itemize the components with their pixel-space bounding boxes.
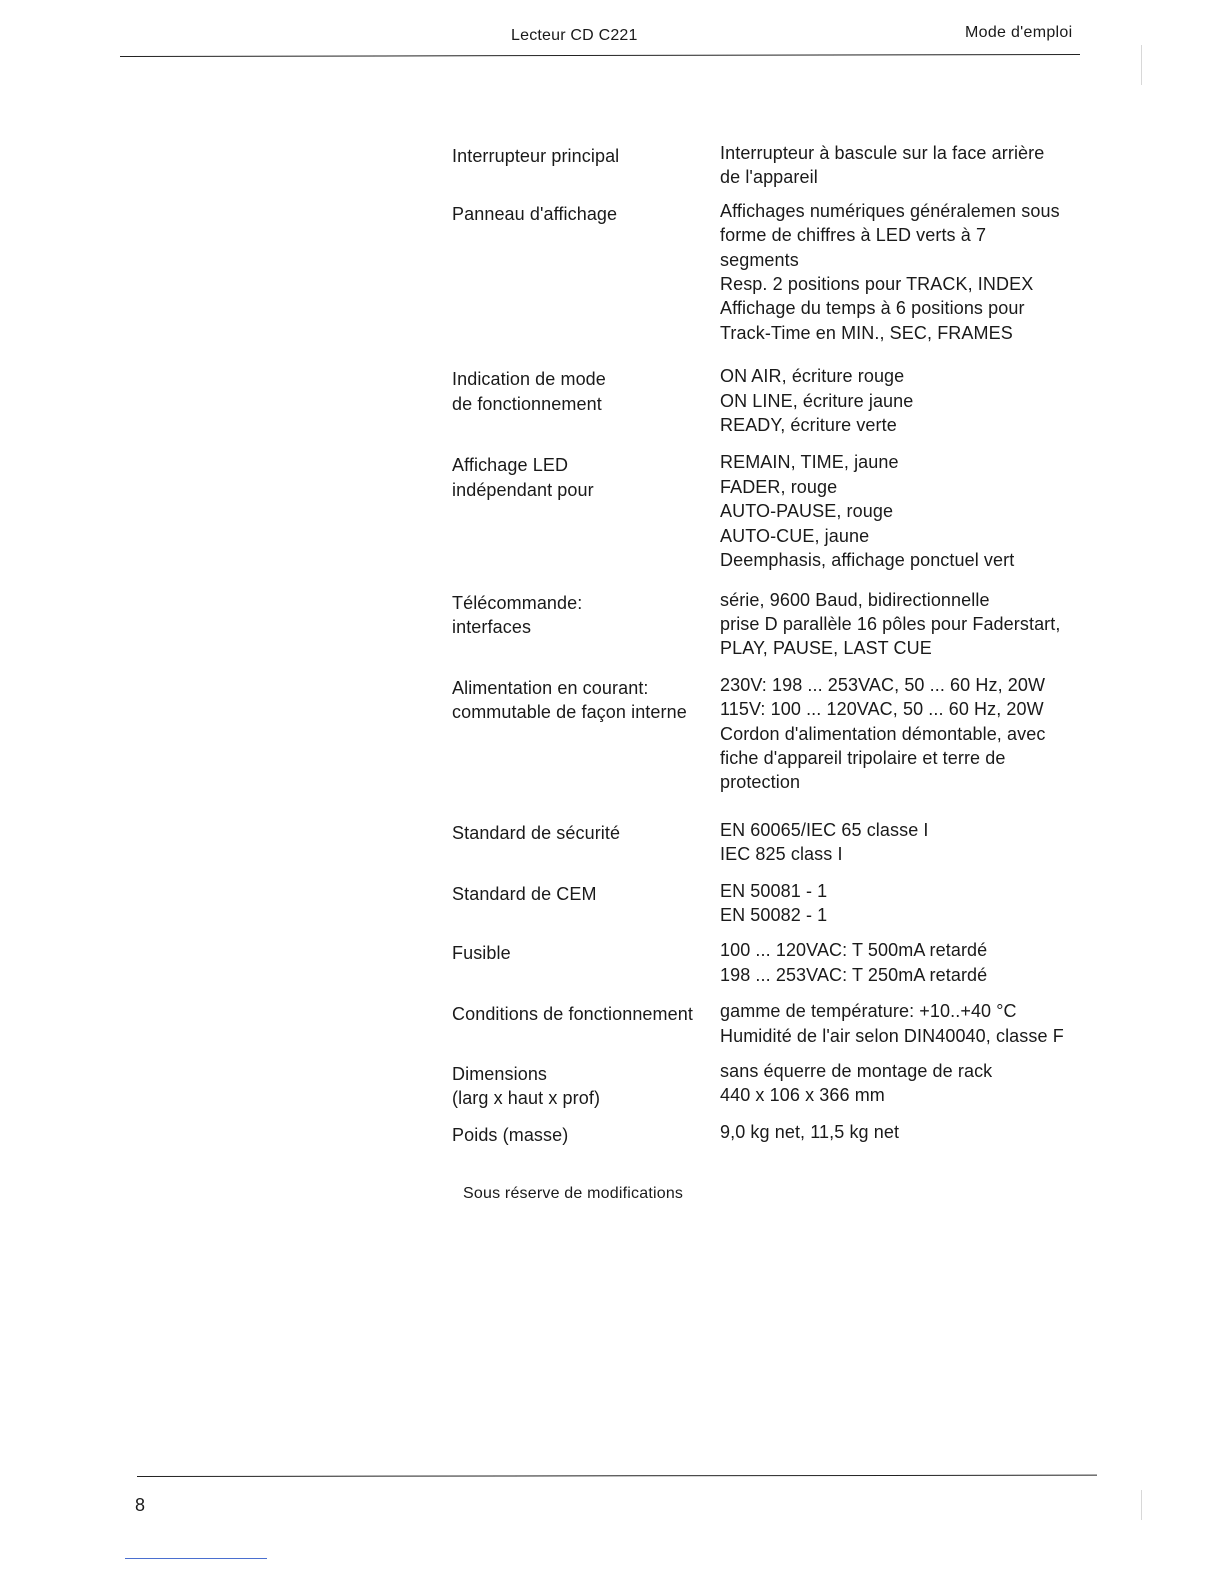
spec-value: Interrupteur à bascule sur la face arrière de l'appareil: [720, 143, 1045, 188]
spec-label: Affichage LED indépendant pour: [452, 455, 594, 500]
specifications-table: [452, 141, 1102, 1147]
spec-row: [452, 818, 1102, 867]
document-title: Lecteur CD C221: [511, 27, 638, 44]
spec-row: [452, 999, 1102, 1048]
spec-label: Conditions de fonctionnement: [452, 1004, 693, 1025]
spec-row: [452, 588, 1102, 661]
spec-row: [452, 1059, 1102, 1111]
spec-row: [452, 938, 1102, 987]
spec-value: EN 50081 - 1 EN 50082 - 1: [720, 880, 828, 925]
spec-label: Télécommande: interfaces: [452, 592, 583, 637]
spec-row: [452, 1120, 1102, 1147]
spec-value: EN 60065/IEC 65 classe I IEC 825 class I: [720, 819, 929, 865]
spec-value: ON AIR, écriture rouge ON LINE, écriture jaune READY, écriture verte: [720, 366, 914, 436]
footer-divider: [137, 1475, 1097, 1477]
spec-label: Interrupteur principal: [452, 146, 620, 166]
spec-value: 100 ... 120VAC: T 500mA retardé 198 ... 253VAC: T 250mA retardé: [720, 940, 988, 985]
spec-value: gamme de température: +10..+40 °C Humidité de l'air selon DIN40040, classe F: [720, 1001, 1064, 1046]
header-divider: [120, 54, 1080, 57]
spec-label: Standard de sécurité: [452, 822, 621, 843]
spec-label: Dimensions (larg x haut x prof): [452, 1064, 601, 1109]
spec-row: [452, 450, 1102, 572]
spec-label: Panneau d'affichage: [452, 203, 618, 224]
spec-label: Standard de CEM: [452, 883, 597, 904]
spec-row: [452, 141, 1102, 190]
spec-row: [452, 879, 1102, 928]
spec-label: Fusible: [452, 943, 511, 964]
page-number: 8: [135, 1495, 146, 1515]
spec-value: REMAIN, TIME, jaune FADER, rouge AUTO-PAUSE, rouge AUTO-CUE, jaune Deemphasis, affichage ponctuel vert: [720, 452, 1015, 571]
spec-value: 9,0 kg net, 11,5 kg net: [720, 1121, 900, 1142]
scan-edge-line: [125, 1558, 267, 1559]
modification-note: Sous réserve de modifications: [463, 1185, 684, 1202]
spec-row: [452, 673, 1102, 795]
scan-edge-mark: [1141, 1490, 1142, 1520]
spec-value: sans équerre de montage de rack 440 x 106 x 366 mm: [720, 1061, 993, 1106]
spec-value: 230V: 198 ... 253VAC, 50 ... 60 Hz, 20W 115V: 100 ... 120VAC, 50 ... 60 Hz, 20W Cordon d'alimentation démontable, avec fiche d'appareil tripolaire et terre de protection: [720, 674, 1046, 793]
spec-label: Alimentation en courant: commutable de façon interne: [452, 677, 687, 723]
scan-edge-mark: [1141, 45, 1142, 85]
spec-row: [452, 199, 1102, 345]
section-title: Mode d'emploi: [965, 24, 1073, 41]
spec-label: Indication de mode de fonctionnement: [452, 369, 606, 414]
spec-row: [452, 364, 1102, 437]
spec-label: Poids (masse): [452, 1124, 569, 1145]
spec-value: série, 9600 Baud, bidirectionnelle prise D parallèle 16 pôles pour Faderstart, PLAY, PAUSE, LAST CUE: [720, 589, 1061, 659]
spec-value: Affichages numériques généralemen sous forme de chiffres à LED verts à 7 segments Resp. 2 positions pour TRACK, INDEX Affichage du temps à 6 positions pour Track-Time en MIN., SEC, FRAMES: [720, 200, 1060, 343]
